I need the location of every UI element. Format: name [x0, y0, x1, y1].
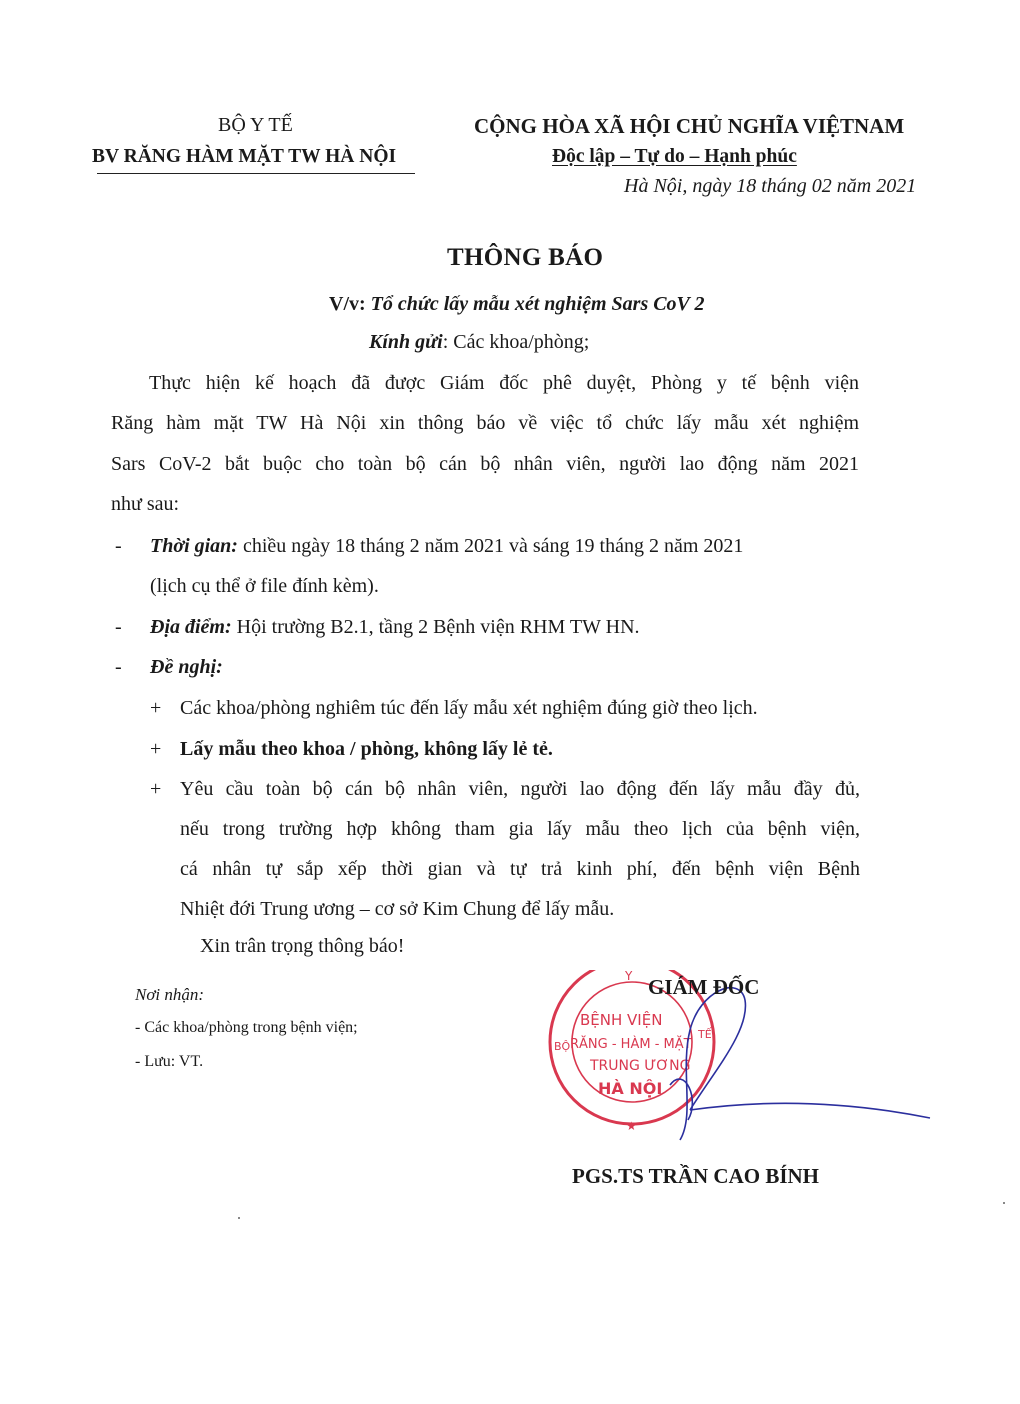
time-text: chiều ngày 18 tháng 2 năm 2021 và sáng 19 tháng 2 năm 2021: [237, 535, 744, 557]
svg-text:Y: Y: [625, 970, 633, 983]
document-title: THÔNG BÁO: [447, 244, 604, 271]
request-sub-item-line: nếu trong trường hợp không tham gia lấy mẫu theo lịch của bệnh viện,: [180, 818, 860, 840]
svg-text:BỆNH VIỆN: BỆNH VIỆN: [580, 1011, 663, 1029]
sub-bullet: +: [150, 778, 162, 800]
place-text: Hội trường B2.1, tầng 2 Bệnh viện RHM TW HN.: [231, 616, 640, 638]
time-continuation: (lịch cụ thể ở file đính kèm).: [150, 575, 379, 597]
list-bullet: -: [115, 535, 122, 557]
request-sub-item-line: Yêu cầu toàn bộ cán bộ nhân viên, người lao động đến lấy mẫu đầy đủ,: [180, 778, 860, 800]
list-item-place: [150, 616, 640, 639]
request-sub-item-line: Nhiệt đới Trung ương – cơ sở Kim Chung để lấy mẫu.: [180, 898, 615, 920]
svg-text:★: ★: [626, 1119, 637, 1133]
recipient-item: - Các khoa/phòng trong bệnh viện;: [135, 1019, 358, 1036]
ministry-name: BỘ Y TẾ: [218, 114, 293, 136]
sub-bullet: +: [150, 697, 162, 719]
recipients-title: Nơi nhận:: [135, 985, 205, 1004]
hospital-underline: [97, 173, 415, 174]
list-item-time: [150, 535, 743, 558]
dateline: Hà Nội, ngày 18 tháng 02 năm 2021: [624, 175, 917, 197]
signatory-name: PGS.TS TRẦN CAO BÍNH: [572, 1164, 819, 1188]
request-sub-item: Các khoa/phòng nghiêm túc đến lấy mẫu xét nghiệm đúng giờ theo lịch.: [180, 697, 758, 719]
svg-text:BỘ: BỘ: [554, 1040, 571, 1053]
scan-mark: [238, 1217, 240, 1219]
time-label: Thời gian:: [150, 535, 238, 557]
scan-mark: [1003, 1202, 1005, 1204]
place-label: Địa điểm:: [150, 616, 232, 638]
recipient-item: - Lưu: VT.: [135, 1053, 204, 1070]
republic-name: CỘNG HÒA XÃ HỘI CHỦ NGHĨA VIỆTNAM: [474, 114, 905, 138]
subject-topic: Tổ chức lấy mẫu xét nghiệm Sars CoV 2: [370, 293, 705, 315]
svg-text:RĂNG - HÀM - MẶT: RĂNG - HÀM - MẶT: [570, 1037, 692, 1052]
svg-text:HÀ NỘI: HÀ NỘI: [598, 1079, 663, 1098]
body-line: Thực hiện kế hoạch đã được Giám đốc phê duyệt, Phòng y tế bệnh viện: [149, 372, 859, 394]
list-bullet: -: [115, 616, 122, 638]
national-motto: Độc lập – Tự do – Hạnh phúc: [552, 146, 797, 167]
signatory-position: GIÁM ĐỐC: [648, 975, 760, 999]
subject-prefix: V/v:: [329, 293, 371, 315]
body-line: như sau:: [111, 493, 180, 515]
body-line: Sars CoV-2 bắt buộc cho toàn bộ cán bộ nhân viên, người lao động năm 2021: [111, 453, 859, 475]
closing-line: Xin trân trọng thông báo!: [200, 935, 405, 957]
request-sub-item: Lấy mẫu theo khoa / phòng, không lấy lẻ tẻ.: [180, 738, 553, 760]
hospital-name: BV RĂNG HÀM MẶT TW HÀ NỘI: [92, 146, 397, 167]
svg-text:TẾ: TẾ: [698, 1028, 712, 1041]
sub-bullet: +: [150, 738, 162, 760]
body-line: Răng hàm mặt TW Hà Nội xin thông báo về việc tổ chức lấy mẫu xét nghiệm: [111, 412, 859, 434]
greeting-label: Kính gửi: [369, 331, 443, 353]
greeting-line: [369, 331, 589, 354]
svg-text:TRUNG ƯƠNG: TRUNG ƯƠNG: [590, 1058, 691, 1074]
list-bullet: -: [115, 656, 122, 678]
request-sub-item-line: cá nhân tự sắp xếp thời gian và tự trả kinh phí, đến bệnh viện Bệnh: [180, 858, 860, 880]
subject-line: [329, 293, 705, 316]
request-label: Đề nghị:: [150, 656, 223, 678]
greeting-text: : Các khoa/phòng;: [442, 331, 590, 353]
